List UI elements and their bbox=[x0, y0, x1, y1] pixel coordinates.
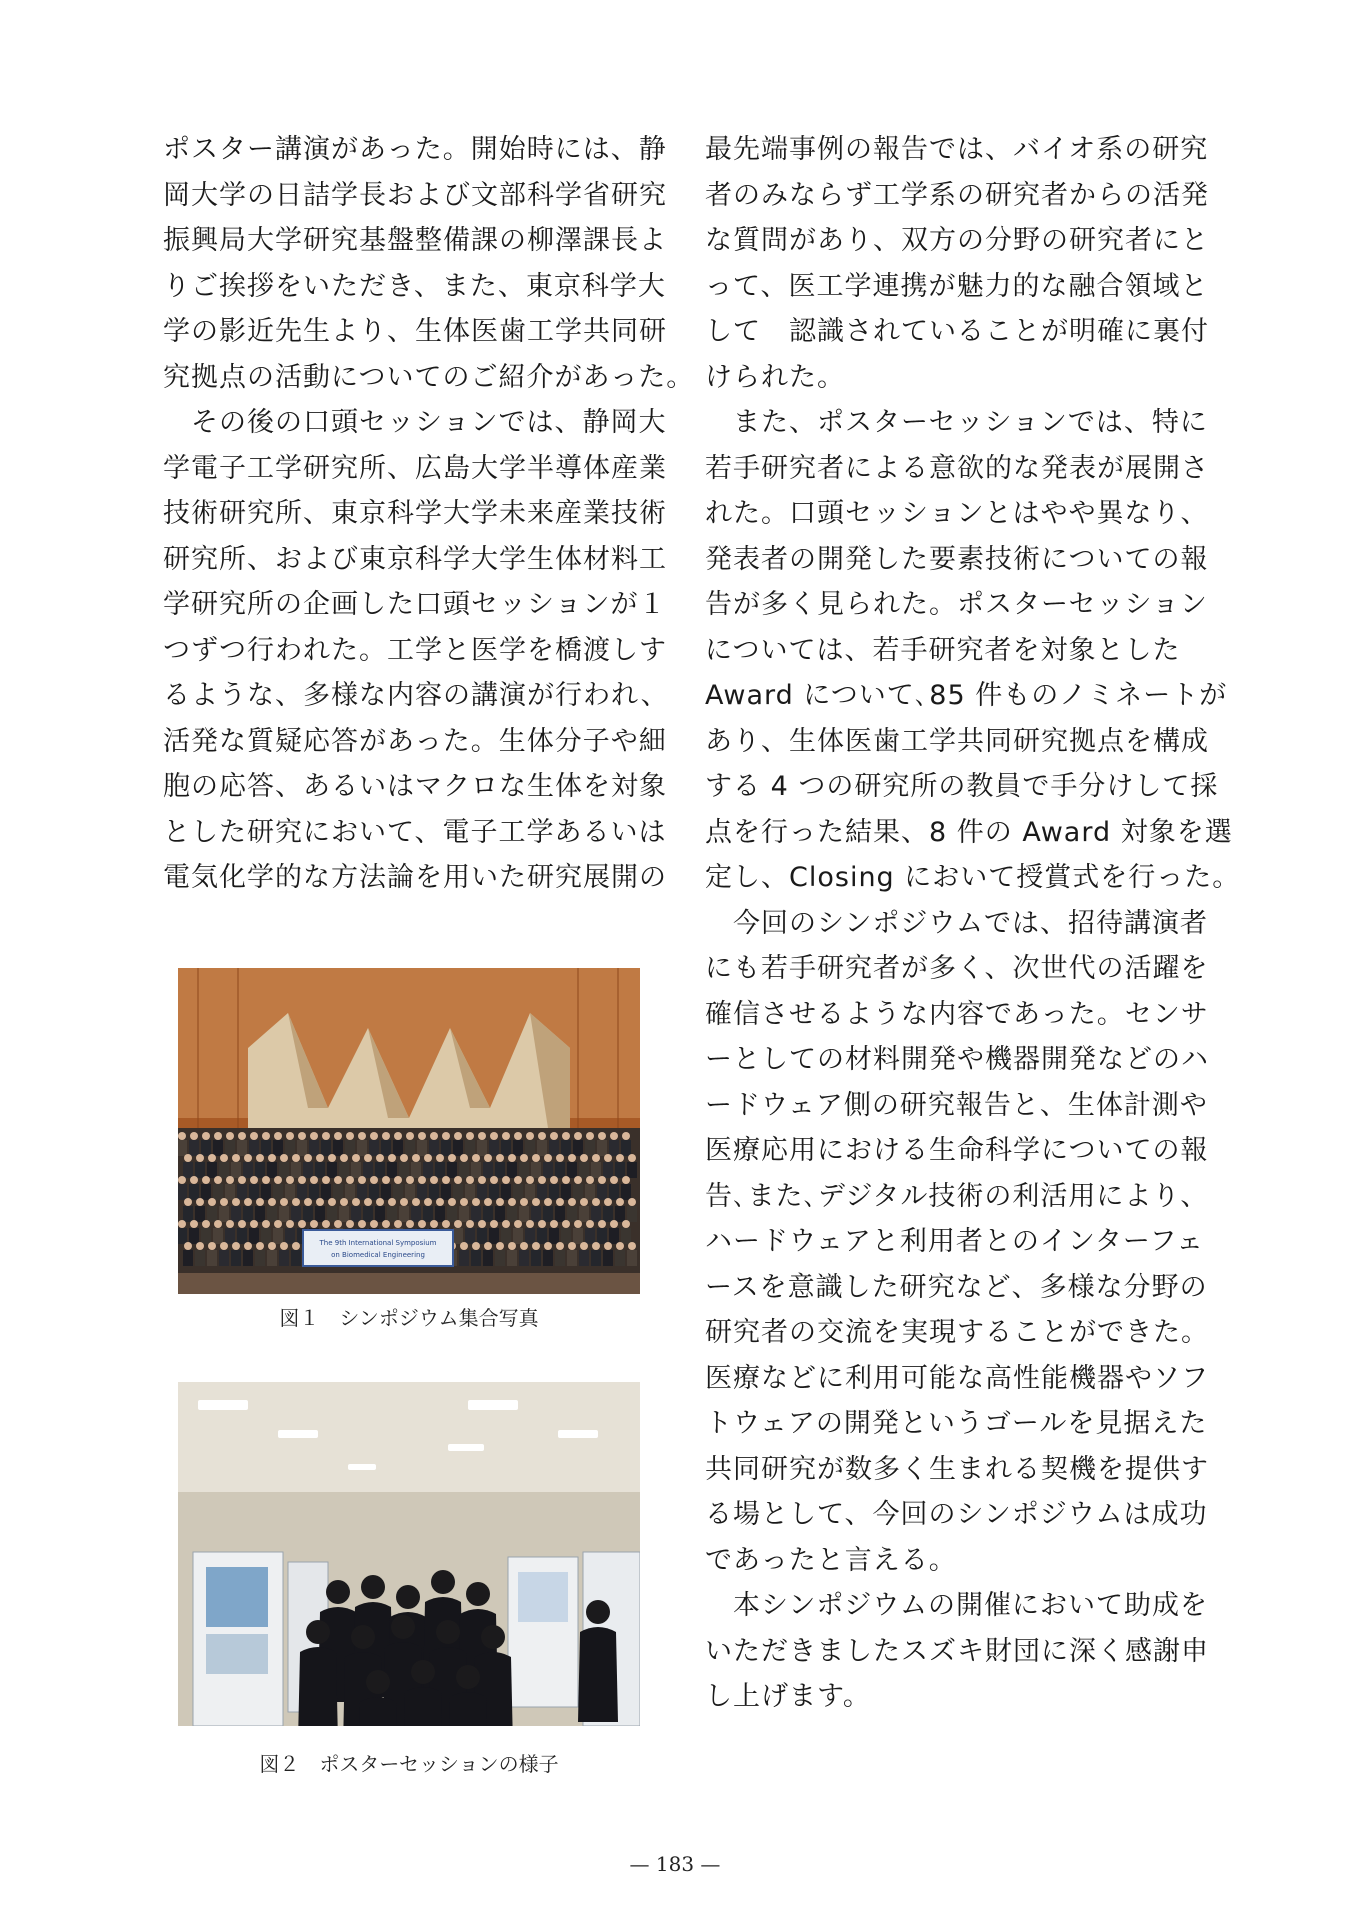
text-line: であったと言える。 bbox=[705, 1544, 957, 1576]
text-line: あり、生体医歯工学共同研究拠点を構成 bbox=[705, 725, 1209, 757]
text-line: ードウェア側の研究報告と、生体計測や bbox=[705, 1089, 1208, 1121]
text-line: トウェアの開発というゴールを見据えた bbox=[705, 1408, 1208, 1439]
text-line: 学研究所の企画した口頭セッションが１ bbox=[163, 589, 667, 620]
banner-text-line1: The 9th International Symposium bbox=[319, 1239, 437, 1247]
group-photo bbox=[178, 968, 640, 1294]
text-line: ハードウェアと利用者とのインターフェ bbox=[705, 1226, 1205, 1257]
text-line: 告､また､デジタル技術の利活用により、 bbox=[705, 1180, 1209, 1212]
text-line: 点を行った結果、8 件の Award 対象を選 bbox=[705, 816, 1233, 848]
text-line: 研究者の交流を実現することができた。 bbox=[705, 1317, 1209, 1348]
banner-text-line2: on Biomedical Engineering bbox=[331, 1251, 425, 1259]
text-line: については、若手研究者を対象とした bbox=[705, 634, 1181, 666]
text-line: つずつ行われた。工学と医学を橋渡しす bbox=[163, 634, 667, 666]
text-line: 定し、Closing において授賞式を行った。 bbox=[705, 862, 1241, 893]
text-line: 医療応用における生命科学についての報 bbox=[705, 1135, 1209, 1166]
text-line: 研究所、および東京科学大学生体材料工 bbox=[163, 543, 667, 575]
text-line: る場として、今回のシンポジウムは成功 bbox=[705, 1499, 1208, 1530]
text-line: な質問があり、双方の分野の研究者にと bbox=[705, 225, 1209, 256]
text-line: とした研究において、電子工学あるいは bbox=[163, 816, 667, 848]
text-line: 最先端事例の報告では、バイオ系の研究 bbox=[705, 134, 1209, 165]
figure-1-caption: 図１ シンポジウム集合写真 bbox=[279, 1306, 539, 1330]
text-line: 学の影近先生より、生体医歯工学共同研 bbox=[163, 316, 667, 347]
text-line: 今回のシンポジウムでは、招待講演者 bbox=[705, 907, 1209, 939]
text-line: 胞の応答、あるいはマクロな生体を対象 bbox=[163, 771, 667, 802]
text-line: して 認識されていることが明確に裏付 bbox=[705, 316, 1209, 347]
right-text-column bbox=[705, 127, 1241, 1720]
text-line: する 4 つの研究所の教員で手分けして採 bbox=[705, 771, 1219, 802]
text-line: にも若手研究者が多く、次世代の活躍を bbox=[705, 953, 1209, 984]
text-line: 活発な質疑応答があった。生体分子や細 bbox=[163, 725, 667, 757]
text-line: って、医工学連携が魅力的な融合領域と bbox=[705, 270, 1209, 302]
text-line: けられた。 bbox=[705, 361, 845, 393]
text-line: 岡大学の日詰学長および文部科学省研究 bbox=[163, 179, 667, 211]
text-line: 医療などに利用可能な高性能機器やソフ bbox=[705, 1362, 1209, 1394]
text-line: Award について､85 件ものノミネートが bbox=[705, 680, 1228, 711]
figure-2-caption: 図２ ポスターセッションの様子 bbox=[259, 1752, 559, 1776]
text-line: 発表者の開発した要素技術についての報 bbox=[705, 543, 1209, 575]
text-line: また、ポスターセッションでは、特に bbox=[705, 407, 1208, 438]
page-number: — 183 — bbox=[629, 1852, 721, 1876]
text-line: 学電子工学研究所、広島大学半導体産業 bbox=[163, 452, 667, 484]
text-line: その後の口頭セッションでは、静岡大 bbox=[163, 407, 667, 438]
text-line: 究拠点の活動についてのご紹介があった。 bbox=[163, 361, 695, 393]
text-line: 振興局大学研究基盤整備課の柳澤課長よ bbox=[163, 225, 667, 256]
text-line: 確信させるような内容であった。センサ bbox=[705, 998, 1209, 1030]
text-line: 者のみならず工学系の研究者からの活発 bbox=[705, 179, 1209, 211]
text-line: ーとしての材料開発や機器開発などのハ bbox=[705, 1044, 1209, 1075]
text-line: りご挨拶をいただき、また、東京科学大 bbox=[163, 270, 666, 302]
text-line: 電気化学的な方法論を用いた研究展開の bbox=[163, 862, 667, 893]
text-line: 告が多く見られた。ポスターセッション bbox=[705, 589, 1208, 620]
text-line: ースを意識した研究など、多様な分野の bbox=[705, 1271, 1208, 1303]
text-line: 若手研究者による意欲的な発表が展開さ bbox=[705, 452, 1209, 484]
text-line: 共同研究が数多く生まれる契機を提供す bbox=[705, 1453, 1209, 1485]
left-text-column bbox=[163, 127, 695, 901]
poster-session-photo bbox=[178, 1382, 640, 1726]
text-line: し上げます。 bbox=[705, 1681, 871, 1712]
text-line: 技術研究所、東京科学大学未来産業技術 bbox=[163, 498, 667, 529]
text-line: ポスター講演があった。開始時には、静 bbox=[163, 134, 667, 165]
text-line: いただきましたスズキ財団に深く感謝申 bbox=[705, 1635, 1209, 1667]
text-line: るような、多様な内容の講演が行われ、 bbox=[163, 680, 669, 711]
text-line: 本シンポジウムの開催において助成を bbox=[705, 1590, 1209, 1621]
text-line: れた。口頭セッションとはやや異なり、 bbox=[705, 498, 1209, 529]
